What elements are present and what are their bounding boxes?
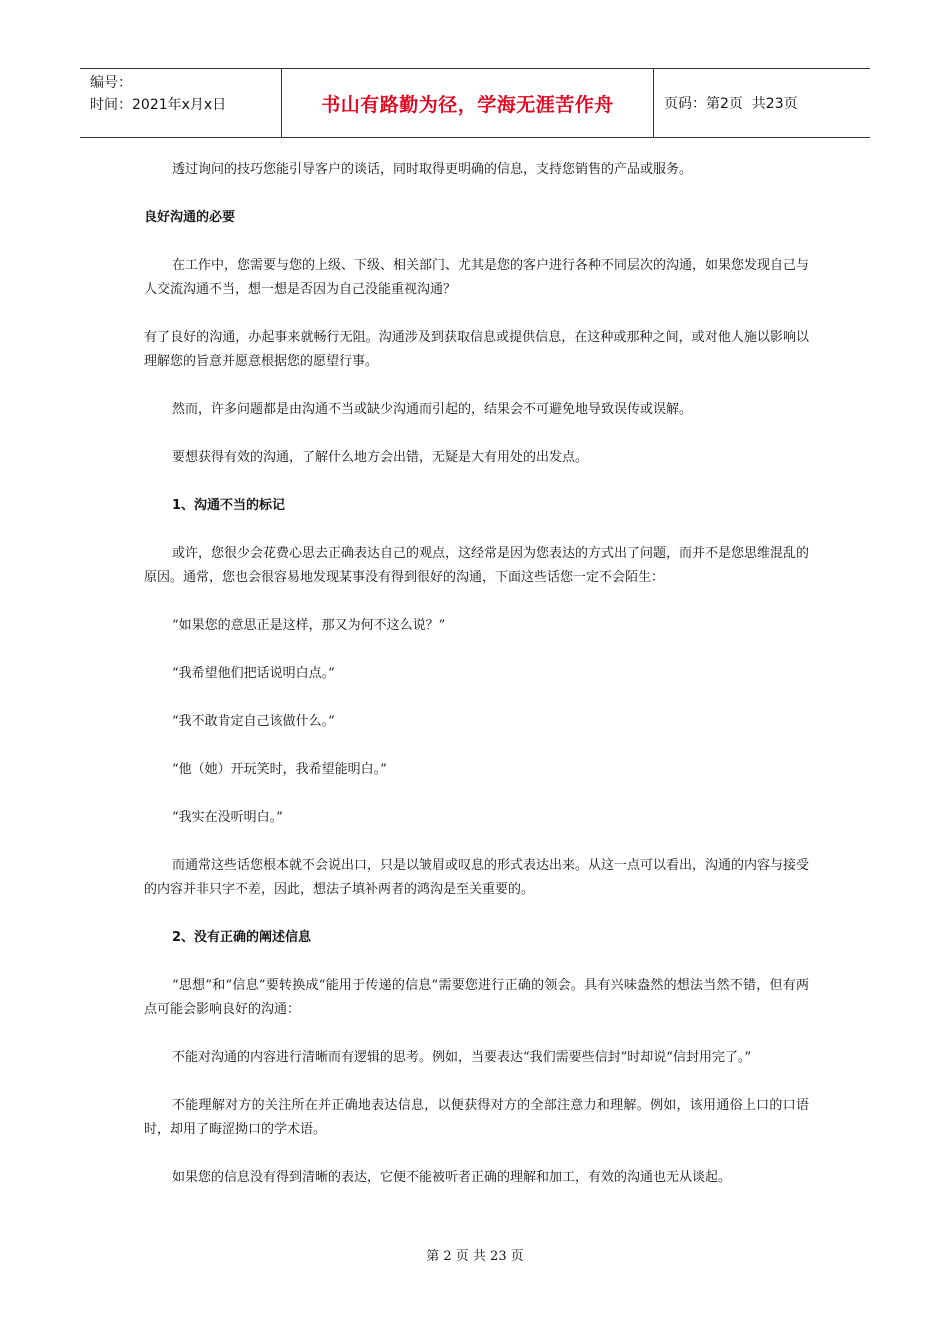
paragraph: 有了良好的沟通，办起事来就畅行无阻。沟通涉及到获取信息或提供信息，在这种或那种之间，或对他人施以影响以理解您的旨意并愿意根据您的愿望行事。	[144, 330, 809, 369]
document-body	[144, 158, 809, 1214]
paragraph: 然而，许多问题都是由沟通不当或缺少沟通而引起的，结果会不可避免地导致误传或误解。	[172, 402, 693, 417]
paragraph: 不能理解对方的关注所在并正确地表达信息，以便获得对方的全部注意力和理解。例如，该用通俗上口的口语时，却用了晦涩拗口的学术语。	[144, 1098, 809, 1137]
quote-line: “我实在没听明白。”	[172, 810, 283, 825]
header-motto-cell	[282, 69, 654, 137]
paragraph: 如果您的信息没有得到清晰的表达，它便不能被听者正确的理解和加工，有效的沟通也无从谈起。	[172, 1170, 732, 1185]
paragraph: 要想获得有效的沟通，了解什么地方会出错，无疑是大有用处的出发点。	[172, 450, 589, 465]
header-motto: 书山有路勤为径，学海无涯苦作舟	[321, 93, 614, 116]
paragraph: 透过询问的技巧您能引导客户的谈话，同时取得更明确的信息，支持您销售的产品或服务。	[172, 162, 693, 177]
header-meta	[80, 69, 282, 137]
paragraph: “思想”和“信息”要转换成“能用于传递的信息”需要您进行正确的领会。具有兴味盎然的想法当然不错，但有两点可能会影响良好的沟通：	[144, 978, 809, 1017]
quote-line: “他（她）开玩笑时，我希望能明白。”	[172, 762, 387, 777]
header-table	[80, 68, 870, 138]
header-page-info: 页码：第2页 共23页	[664, 96, 798, 112]
header-page-cell	[654, 69, 870, 137]
page-footer	[0, 1245, 950, 1264]
paragraph: 或许，您很少会花费心思去正确表达自己的观点，这经常是因为您表达的方式出了问题，而并不是您思维混乱的原因。通常，您也会很容易地发现某事没有得到很好的沟通，下面这些话您一定不会陌生：	[144, 546, 810, 585]
footer-page-number: 第 2 页 共 23 页	[426, 1249, 524, 1264]
section-heading: 2、没有正确的阐述信息	[172, 930, 312, 945]
number-label: 编号：	[90, 75, 132, 91]
time-label: 时间：2021年x月x日	[90, 97, 227, 113]
paragraph: 在工作中，您需要与您的上级、下级、相关部门、尤其是您的客户进行各种不同层次的沟通，如果您发现自己与人交流沟通不当，想一想是否因为自己没能重视沟通？	[144, 258, 810, 297]
paragraph: 不能对沟通的内容进行清晰而有逻辑的思考。例如，当要表达“我们需要些信封”时却说“信封用完了。”	[172, 1050, 752, 1065]
section-heading: 良好沟通的必要	[144, 210, 236, 225]
paragraph: 而通常这些话您根本就不会说出口，只是以皱眉或叹息的形式表达出来。从这一点可以看出，沟通的内容与接受的内容并非只字不差，因此，想法子填补两者的鸿沟是至关重要的。	[144, 858, 810, 897]
quote-line: “我希望他们把话说明白点。”	[172, 666, 335, 681]
section-heading: 1、沟通不当的标记	[172, 498, 286, 513]
quote-line: “如果您的意思正是这样，那又为何不这么说？”	[172, 618, 446, 633]
quote-line: “我不敢肯定自己该做什么。”	[172, 714, 335, 729]
